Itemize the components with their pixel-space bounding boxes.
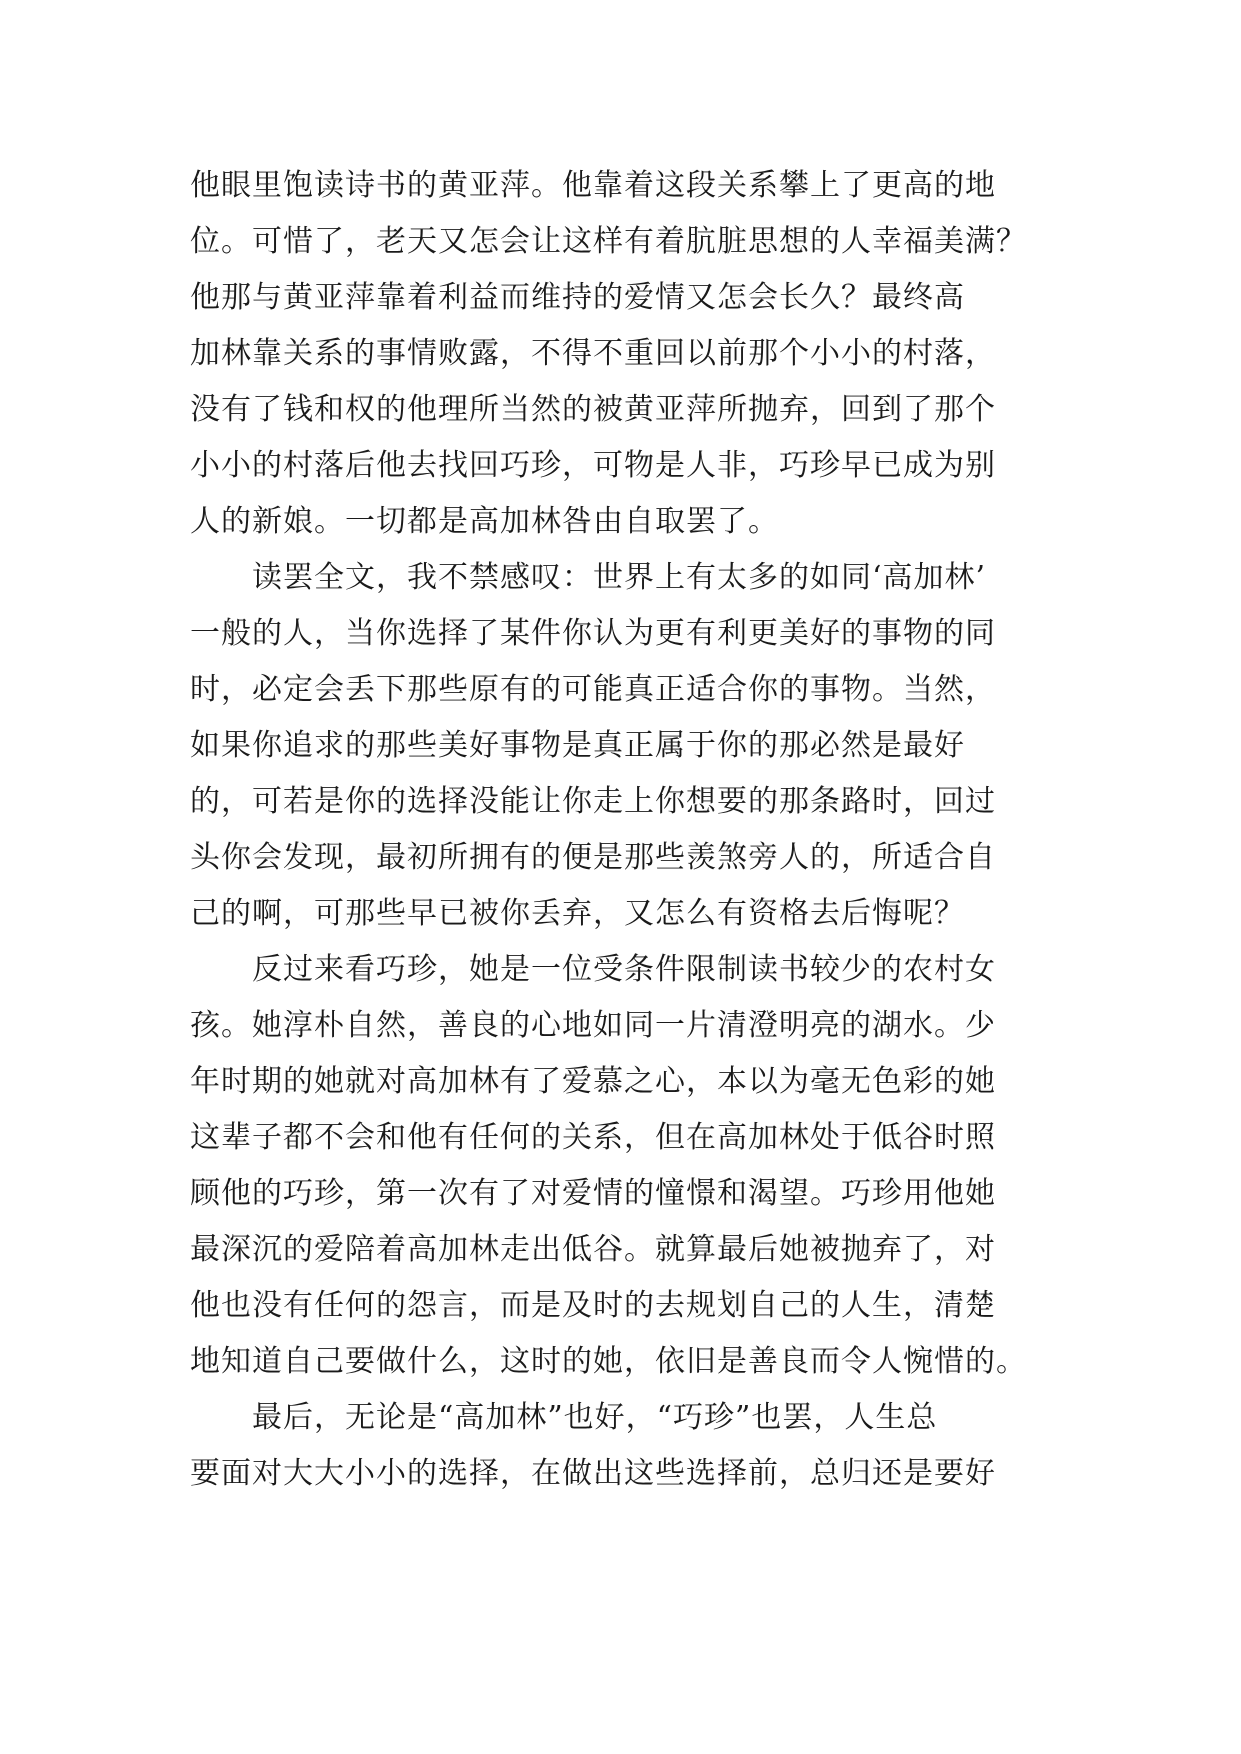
text-line: 没有了钱和权的他理所当然的被黄亚萍所抛弃，回到了那个: [190, 392, 996, 427]
paragraph-start-line: 反过来看巧珍，她是一位受条件限制读书较少的农村女: [252, 952, 996, 987]
text-line: 加林靠关系的事情败露，不得不重回以前那个小小的村落，: [190, 336, 996, 371]
text-line: 小小的村落后他去找回巧珍，可物是人非，巧珍早已成为别: [190, 448, 996, 483]
text-line: 他也没有任何的怨言，而是及时的去规划自己的人生，清楚: [190, 1288, 996, 1323]
text-line: 最深沉的爱陪着高加林走出低谷。就算最后她被抛弃了，对: [190, 1232, 996, 1267]
text-line: 的，可若是你的选择没能让你走上你想要的那条路时，回过: [190, 784, 996, 819]
paragraph-start-line: 读罢全文，我不禁感叹：世界上有太多的如同‘高加林’: [252, 560, 987, 595]
text-line: 一般的人，当你选择了某件你认为更有利更美好的事物的同: [190, 616, 996, 651]
text-line: 他眼里饱读诗书的黄亚萍。他靠着这段关系攀上了更高的地: [190, 168, 996, 203]
text-line: 位。可惜了，老天又怎会让这样有着肮脏思想的人幸福美满？: [190, 224, 1027, 259]
text-line: 己的啊，可那些早已被你丢弃，又怎么有资格去后悔呢？: [190, 896, 965, 931]
text-line: 他那与黄亚萍靠着利益而维持的爱情又怎会长久？最终高: [190, 280, 965, 315]
text-line: 人的新娘。一切都是高加林咎由自取罢了。: [190, 504, 779, 539]
text-line: 顾他的巧珍，第一次有了对爱情的憧憬和渴望。巧珍用他她: [190, 1176, 996, 1211]
text-line: 如果你追求的那些美好事物是真正属于你的那必然是最好: [190, 728, 965, 763]
text-line: 孩。她淳朴自然，善良的心地如同一片清澄明亮的湖水。少: [190, 1008, 996, 1043]
body-text: [190, 158, 1090, 1502]
text-line: 地知道自己要做什么，这时的她，依旧是善良而令人惋惜的。: [190, 1344, 1027, 1379]
text-line: 要面对大大小小的选择，在做出这些选择前，总归还是要好: [190, 1456, 996, 1491]
paragraph-start-line: 最后，无论是“高加林”也好，“巧珍”也罢，人生总: [252, 1400, 938, 1435]
text-line: 年时期的她就对高加林有了爱慕之心，本以为毫无色彩的她: [190, 1064, 996, 1099]
text-line: 时，必定会丢下那些原有的可能真正适合你的事物。当然，: [190, 672, 996, 707]
text-line: 这辈子都不会和他有任何的关系，但在高加林处于低谷时照: [190, 1120, 996, 1155]
text-line: 头你会发现，最初所拥有的便是那些羡煞旁人的，所适合自: [190, 840, 996, 875]
